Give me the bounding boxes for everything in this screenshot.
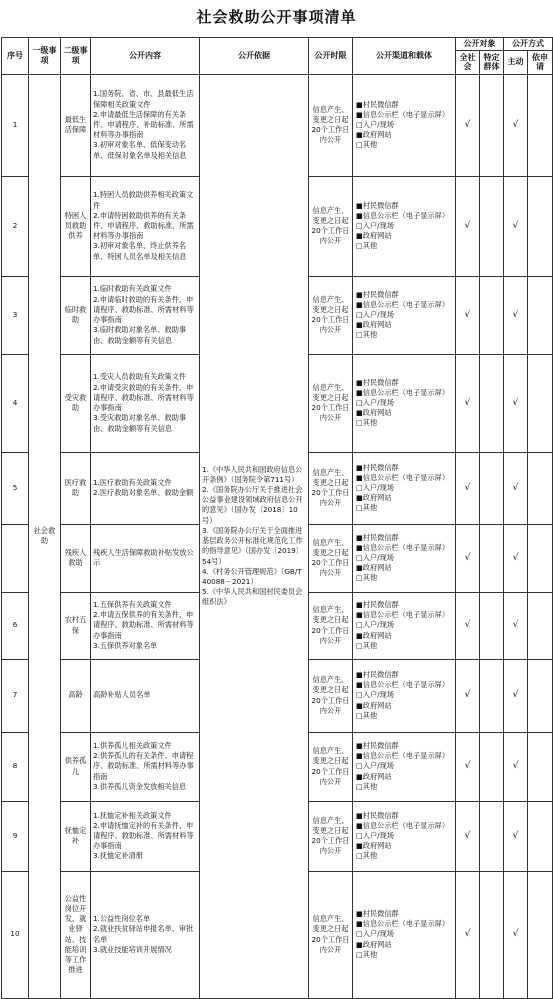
- content-line: 3.抚恤定补清册: [93, 851, 143, 861]
- header-content: 公开内容: [91, 38, 200, 75]
- basis-line: 4.《村务公开管理规范》（GB/T 40088－2021）: [202, 566, 302, 586]
- level2-cell: 抚恤定补: [61, 801, 91, 871]
- method-active-tick: √: [504, 659, 528, 732]
- channel-line: □其他: [356, 241, 378, 251]
- level2-cell: 特困人员救助供养: [61, 176, 91, 276]
- method-active-tick: √: [504, 801, 528, 871]
- basis-cell: [200, 74, 309, 998]
- time-cell: 信息产生、变更之日起20个工作日内公开: [309, 276, 353, 354]
- level2-cell: 农村五保: [61, 592, 91, 659]
- content-line: 1.临时救助有关政策文件: [93, 284, 172, 294]
- target-all-tick: √: [456, 524, 480, 592]
- content-line: 1.五保供养有关政策文件: [93, 600, 172, 610]
- header-level2: 二级事项: [61, 38, 91, 75]
- method-request-cell: [528, 732, 553, 801]
- channel-line: ■政府网站: [356, 841, 392, 851]
- channel-cell: [353, 801, 456, 871]
- content-cell: [91, 176, 200, 276]
- channel-line: □其他: [356, 330, 378, 340]
- target-group-cell: [480, 592, 504, 659]
- disclosure-table: [1, 37, 553, 999]
- method-active-tick: √: [504, 732, 528, 801]
- method-request-cell: [528, 176, 553, 276]
- seq-cell: 1: [2, 74, 29, 176]
- seq-cell: 7: [2, 659, 29, 732]
- method-request-cell: [528, 801, 553, 871]
- target-group-cell: [480, 524, 504, 592]
- level2-cell: 高龄: [61, 659, 91, 732]
- content-cell: [91, 801, 200, 871]
- channel-line: ■信息公示栏（电子显示屏）: [356, 751, 450, 761]
- time-cell: 信息产生、变更之日起20个工作日内公开: [309, 871, 353, 998]
- seq-cell: 2: [2, 176, 29, 276]
- channel-line: ■信息公示栏（电子显示屏）: [356, 610, 450, 620]
- channel-line: ■村民微信群: [356, 99, 399, 109]
- channel-line: □其他: [356, 140, 378, 150]
- content-line: 1.抚恤定补相关政策文件: [93, 810, 172, 820]
- channel-line: ■信息公示栏（电子显示屏）: [356, 919, 450, 929]
- channel-line: ■信息公示栏（电子显示屏）: [356, 542, 450, 552]
- target-all-tick: √: [456, 871, 480, 998]
- channel-line: ■政府网站: [356, 408, 392, 418]
- header-seq: 序号: [2, 38, 29, 75]
- time-cell: 信息产生、变更之日起20个工作日内公开: [309, 732, 353, 801]
- method-request-cell: [528, 74, 553, 176]
- content-line: 1.公益性岗位名单: [93, 914, 151, 924]
- header-channel: 公开渠道和载体: [353, 38, 456, 75]
- channel-cell: [353, 452, 456, 524]
- target-group-cell: [480, 801, 504, 871]
- target-all-tick: √: [456, 176, 480, 276]
- channel-line: ■政府网站: [356, 493, 392, 503]
- content-line: 2.医疗救助对象名单、救助金额: [93, 488, 194, 498]
- header-target: 公开对象: [456, 38, 504, 51]
- target-all-tick: √: [456, 276, 480, 354]
- channel-line: ■村民微信群: [356, 532, 399, 542]
- level2-cell: 最低生活保障: [61, 74, 91, 176]
- channel-line: □入户/现场: [356, 761, 394, 771]
- content-line: 高龄补贴人员名单: [93, 690, 151, 700]
- channel-line: □入户/现场: [356, 220, 394, 230]
- content-line: 2.申请特困救助供养的有关条件、申请程序、救助标准、所需材料等办事指南: [93, 210, 194, 241]
- time-cell: 信息产生、变更之日起20个工作日内公开: [309, 354, 353, 452]
- seq-cell: 4: [2, 354, 29, 452]
- content-cell: [91, 592, 200, 659]
- page-title: 社会救助公开事项清单: [196, 8, 357, 26]
- content-line: 2.申请临时救助的有关条件、申请程序、救助标准、所需材料等办事指南: [93, 294, 194, 325]
- channel-line: ■信息公示栏（电子显示屏）: [356, 109, 450, 119]
- content-cell: [91, 452, 200, 524]
- content-cell: [91, 659, 200, 732]
- content-line: 2.申请五保供养的有关条件、申请程序、救助标准、所需材料等办事指南: [93, 610, 194, 640]
- content-cell: [91, 524, 200, 592]
- target-group-cell: [480, 871, 504, 998]
- channel-line: □入户/现场: [356, 309, 394, 319]
- target-group-cell: [480, 732, 504, 801]
- content-line: 2.申请受灾救助的有关条件、申请程序、救助标准、所需材料等办事指南: [93, 382, 194, 413]
- channel-line: □其他: [356, 418, 378, 428]
- method-request-cell: [528, 524, 553, 592]
- method-active-tick: √: [504, 176, 528, 276]
- target-all-tick: √: [456, 74, 480, 176]
- content-line: 1.特困人员救助供养相关政策文件: [93, 190, 194, 210]
- seq-cell: 8: [2, 732, 29, 801]
- method-active-tick: √: [504, 354, 528, 452]
- channel-line: ■信息公示栏（电子显示屏）: [356, 820, 450, 830]
- content-cell: [91, 354, 200, 452]
- method-request-cell: [528, 659, 553, 732]
- channel-line: ■村民微信群: [356, 377, 399, 387]
- method-request-cell: [528, 354, 553, 452]
- channel-line: ■村民微信群: [356, 741, 399, 751]
- basis-line: 5.《中华人民共和国村民委员会组织法》: [202, 587, 303, 607]
- channel-line: ■信息公示栏（电子显示屏）: [356, 387, 450, 397]
- channel-line: ■村民微信群: [356, 600, 399, 610]
- seq-cell: 6: [2, 592, 29, 659]
- level2-cell: 残疾人救助: [61, 524, 91, 592]
- content-line: 1.供养孤儿相关政策文件: [93, 741, 172, 751]
- channel-line: ■村民微信群: [356, 909, 399, 919]
- content-line: 3.受灾救助对象名单、救助事由、救助金额等有关信息: [93, 413, 187, 433]
- target-group-cell: [480, 354, 504, 452]
- channel-line: ■村民微信群: [356, 810, 399, 820]
- channel-cell: [353, 592, 456, 659]
- method-active-tick: √: [504, 592, 528, 659]
- channel-line: ■政府网站: [356, 700, 392, 710]
- channel-cell: [353, 732, 456, 801]
- channel-line: ■政府网站: [356, 130, 392, 140]
- method-active-tick: √: [504, 74, 528, 176]
- channel-cell: [353, 74, 456, 176]
- seq-cell: 3: [2, 276, 29, 354]
- time-cell: 信息产生、变更之日起20个工作日内公开: [309, 801, 353, 871]
- seq-cell: 9: [2, 801, 29, 871]
- channel-line: □入户/现场: [356, 119, 394, 129]
- target-all-tick: √: [456, 801, 480, 871]
- content-cell: [91, 276, 200, 354]
- channel-line: □入户/现场: [356, 690, 394, 700]
- header-level1: 一级事项: [29, 38, 61, 75]
- table-row: [2, 74, 553, 176]
- method-active-tick: √: [504, 452, 528, 524]
- content-line: 1.医疗救助有关政策文件: [93, 477, 172, 487]
- channel-cell: [353, 659, 456, 732]
- channel-line: □入户/现场: [356, 830, 394, 840]
- channel-line: □入户/现场: [356, 620, 394, 630]
- target-all-tick: √: [456, 659, 480, 732]
- level2-cell: 临时救助: [61, 276, 91, 354]
- time-cell: 信息产生、变更之日起20个工作日内公开: [309, 452, 353, 524]
- basis-line: 1.《中华人民共和国政府信息公开条例》（国务院令第711号）: [202, 464, 303, 484]
- time-cell: 信息产生、变更之日起20个工作日内公开: [309, 176, 353, 276]
- channel-line: ■信息公示栏（电子显示屏）: [356, 680, 450, 690]
- header-method: 公开方式: [504, 38, 553, 51]
- seq-cell: [2, 524, 29, 592]
- time-cell: 信息产生、变更之日起20个工作日内公开: [309, 524, 353, 592]
- channel-line: ■村民微信群: [356, 200, 399, 210]
- content-line: 1.受灾人员救助有关政策文件: [93, 372, 187, 382]
- time-cell: 信息产生、变更之日起20个工作日内公开: [309, 659, 353, 732]
- channel-line: □入户/现场: [356, 482, 394, 492]
- seq-cell: 10: [2, 871, 29, 998]
- channel-line: ■村民微信群: [356, 289, 399, 299]
- channel-line: □其他: [356, 781, 378, 791]
- channel-cell: [353, 871, 456, 998]
- method-request-cell: [528, 592, 553, 659]
- time-cell: 信息产生、变更之日起20个工作日内公开: [309, 592, 353, 659]
- content-line: 2.就业扶贫驿站申报名单、审批名单: [93, 924, 194, 944]
- channel-line: ■政府网站: [356, 630, 392, 640]
- content-line: 3.供养孤儿资金发放相关信息: [93, 781, 187, 791]
- method-request-cell: [528, 276, 553, 354]
- header-basis: 公开依据: [200, 38, 309, 75]
- method-active-tick: √: [504, 524, 528, 592]
- channel-line: □其他: [356, 573, 378, 583]
- basis-line: 2.《国务院办公厅关于推进社会公益事业建设领域政府信息公开的意见》（国办发〔2018〕10号）: [202, 485, 303, 525]
- target-group-cell: [480, 452, 504, 524]
- channel-cell: [353, 354, 456, 452]
- content-cell: [91, 732, 200, 801]
- content-line: 2.申请最低生活保障的有关条件、申请程序、补助标准、所需材料等办事指南: [93, 109, 194, 140]
- channel-line: □入户/现场: [356, 552, 394, 562]
- channel-cell: [353, 524, 456, 592]
- target-all-tick: √: [456, 354, 480, 452]
- content-line: 3.就业技能培训开展情况: [93, 944, 172, 954]
- header-method-active: 主动: [504, 50, 528, 74]
- target-group-cell: [480, 276, 504, 354]
- channel-line: ■信息公示栏（电子显示屏）: [356, 210, 450, 220]
- channel-line: □其他: [356, 851, 378, 861]
- target-all-tick: √: [456, 452, 480, 524]
- content-cell: [91, 74, 200, 176]
- method-active-tick: √: [504, 276, 528, 354]
- channel-line: ■信息公示栏（电子显示屏）: [356, 299, 450, 309]
- channel-cell: [353, 276, 456, 354]
- header-target-all: 全社会: [456, 50, 480, 74]
- level2-cell: 医疗救助: [61, 452, 91, 524]
- content-line: 2.申请抚恤定补的有关条件、申请程序、救助标准、所需材料等办事指南: [93, 820, 194, 851]
- target-group-cell: [480, 74, 504, 176]
- channel-line: ■政府网站: [356, 939, 392, 949]
- channel-line: □其他: [356, 949, 378, 959]
- channel-line: ■政府网站: [356, 771, 392, 781]
- content-line: 3.临时救助对象名单、救助事由、救助金额等有关信息: [93, 325, 187, 345]
- target-all-tick: √: [456, 592, 480, 659]
- seq-cell: 5: [2, 452, 29, 524]
- level2-cell: 供养孤儿: [61, 732, 91, 801]
- method-active-tick: √: [504, 871, 528, 998]
- channel-cell: [353, 176, 456, 276]
- time-cell: 信息产生、变更之日起20个工作日内公开: [309, 74, 353, 176]
- method-request-cell: [528, 452, 553, 524]
- target-all-tick: √: [456, 732, 480, 801]
- content-line: 2.供养孤儿的有关条件、申请程序、救助标准、所需材料等办事指南: [93, 751, 194, 781]
- content-line: 残疾人生活保障救助补贴发放公示: [93, 547, 194, 568]
- channel-line: □入户/现场: [356, 929, 394, 939]
- channel-line: ■村民微信群: [356, 462, 399, 472]
- content-line: 3.初审对象名单、终止供养名单、特困人员名单及相关信息: [93, 241, 187, 261]
- content-line: 1.国务院、省、市、县最低生活保障相关政策文件: [93, 89, 194, 109]
- content-cell: [91, 871, 200, 998]
- basis-line: 3.《国务院办公厅关于全面推进基层政务公开标准化规范化工作的指导意见》（国办发〔2019〕54号）: [202, 525, 303, 566]
- channel-line: ■村民微信群: [356, 670, 399, 680]
- header-time: 公开时限: [309, 38, 353, 75]
- header-method-request: 依申请: [528, 50, 553, 74]
- level1-cell: 社会救助: [29, 74, 61, 998]
- target-group-cell: [480, 176, 504, 276]
- channel-line: ■政府网站: [356, 563, 392, 573]
- channel-line: ■政府网站: [356, 231, 392, 241]
- method-request-cell: [528, 871, 553, 998]
- channel-line: □其他: [356, 710, 378, 720]
- level2-cell: 受灾救助: [61, 354, 91, 452]
- channel-line: ■信息公示栏（电子显示屏）: [356, 472, 450, 482]
- channel-line: ■政府网站: [356, 320, 392, 330]
- content-line: 3.五保供养对象名单: [93, 640, 158, 650]
- content-line: 3.初审对象名单、低保变动名单、低保对象名单及相关信息: [93, 140, 187, 160]
- target-group-cell: [480, 659, 504, 732]
- header-target-group: 特定群体: [480, 50, 504, 74]
- channel-line: □其他: [356, 640, 378, 650]
- channel-line: □入户/现场: [356, 397, 394, 407]
- level2-cell: 公益性岗位开发、就业驿站、技能培训等工作推进: [61, 871, 91, 998]
- channel-line: □其他: [356, 503, 378, 513]
